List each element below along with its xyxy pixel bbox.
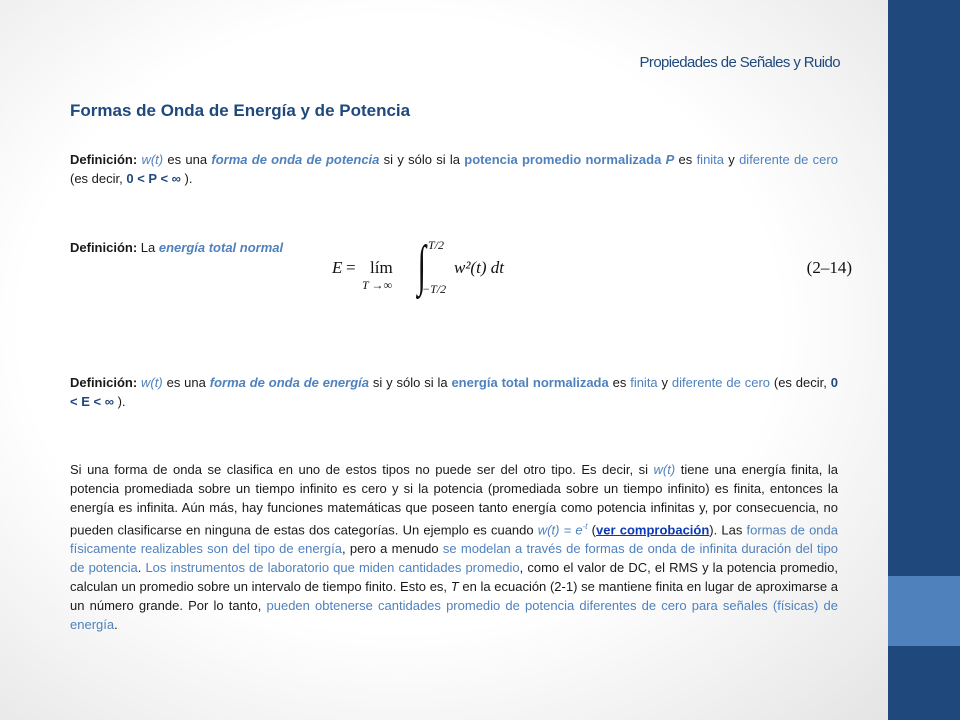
text: si y sólo si la xyxy=(379,152,465,167)
definition-label: Definición: xyxy=(70,240,138,255)
highlight-conclusion: pueden obtenerse cantidades promedio de potencia diferentes de cero para señales (físicas) de energía xyxy=(70,598,838,633)
highlight-physical-waveforms: formas de onda físicamente realizables son del tipo de energía xyxy=(70,522,838,557)
page-title: Formas de Onda de Energía y de Potencia xyxy=(70,101,411,120)
text: . xyxy=(137,560,146,576)
explanation-paragraph xyxy=(70,460,838,634)
text: (es decir, xyxy=(770,375,831,390)
eq-lhs: E xyxy=(332,258,343,277)
text: y xyxy=(657,375,672,390)
wt-symbol: w(t) xyxy=(141,375,163,390)
text: es xyxy=(674,152,697,167)
eq-limit: lím xyxy=(370,258,393,277)
header-title: Propiedades de Señales y Ruido xyxy=(639,54,840,71)
text: Si una forma de onda se clasifica en uno de estos tipos no puede ser del otro tipo. Es decir, si xyxy=(70,462,654,477)
text: en la ecuación (2-1) se mantiene finita en lugar de aproximarse a un número grande. Por lo tanto, xyxy=(70,579,838,614)
highlight-instruments: Los instrumentos de laboratorio que miden cantidades promedio xyxy=(145,560,520,576)
proof-link[interactable]: ver comprobación xyxy=(596,522,710,538)
eq-limit-sub: T →∞ xyxy=(362,278,393,292)
text: . xyxy=(114,617,118,633)
term-finite: finita xyxy=(630,375,658,390)
highlight-modeled-power: se modelan a través de formas de onda de infinita duración del tipo de potencia xyxy=(70,541,839,576)
text: ). xyxy=(113,394,126,409)
term-nonzero: diferente de cero xyxy=(671,375,770,390)
text: es una xyxy=(163,152,212,167)
wt-symbol: w(t) xyxy=(653,462,676,477)
condition-energy: 0 < E < ∞ xyxy=(70,375,838,409)
term-normalized-energy: energía total normalizada xyxy=(451,375,609,390)
eq-lower-bound: −T/2 xyxy=(422,282,447,296)
term-energy-waveform: forma de onda de energía xyxy=(209,375,369,390)
integral-sign: ∫ xyxy=(417,235,426,297)
condition-power: 0 < P < ∞ xyxy=(126,171,181,186)
definition-power xyxy=(70,150,838,188)
definition-label: Definición: xyxy=(70,152,138,167)
text: , pero a menudo xyxy=(342,541,443,557)
definition-energy xyxy=(70,373,838,411)
text: tiene una energía finita, la potencia promediada sobre un tiempo infinito es cero y si la potencia (promediada sobre un tiempo infinito) es finita, entonces la energía es infinita. Aún más, hay funciones matemáticas que poseen tanto energía como potencia infinitas y, por consecuencia, no pueden clasificarse en ninguna de estas dos categorías. Un ejemplo es cuando xyxy=(70,462,838,538)
term-power-waveform: forma de onda de potencia xyxy=(211,152,380,167)
term-total-energy: energía total normal xyxy=(158,240,284,255)
eq-number: (2–14) xyxy=(806,258,852,277)
definition-label: Definición: xyxy=(70,375,138,390)
example-exponent: -t xyxy=(582,522,588,531)
symbol-p: P xyxy=(665,152,675,167)
eq-equals: = xyxy=(346,258,356,277)
text: ( xyxy=(587,522,597,538)
text: es una xyxy=(162,375,210,390)
example-expression: w(t) = e xyxy=(537,522,583,538)
text: y xyxy=(724,152,740,167)
text: es xyxy=(608,375,631,390)
eq-upper-bound: T/2 xyxy=(428,238,445,252)
term-normalized-power: potencia promedio normalizada xyxy=(464,152,666,167)
eq-integrand: w²(t) dt xyxy=(454,258,504,277)
text: La xyxy=(137,240,159,255)
text: ). Las xyxy=(709,522,747,538)
text: ). xyxy=(180,171,193,186)
text: (es decir, xyxy=(70,171,127,186)
energy-equation xyxy=(332,235,852,300)
symbol-t: T xyxy=(450,579,459,595)
text: si y sólo si la xyxy=(368,375,452,390)
term-nonzero: diferente de cero xyxy=(739,152,838,167)
text: , como el valor de DC, el RMS y la potencia promedio, calculan un promedio sobre un intervalo de tiempo finito. Esto es, xyxy=(70,560,838,595)
wt-symbol: w(t) xyxy=(141,152,164,167)
term-finite: finita xyxy=(696,152,725,167)
side-accent-block xyxy=(888,576,960,646)
